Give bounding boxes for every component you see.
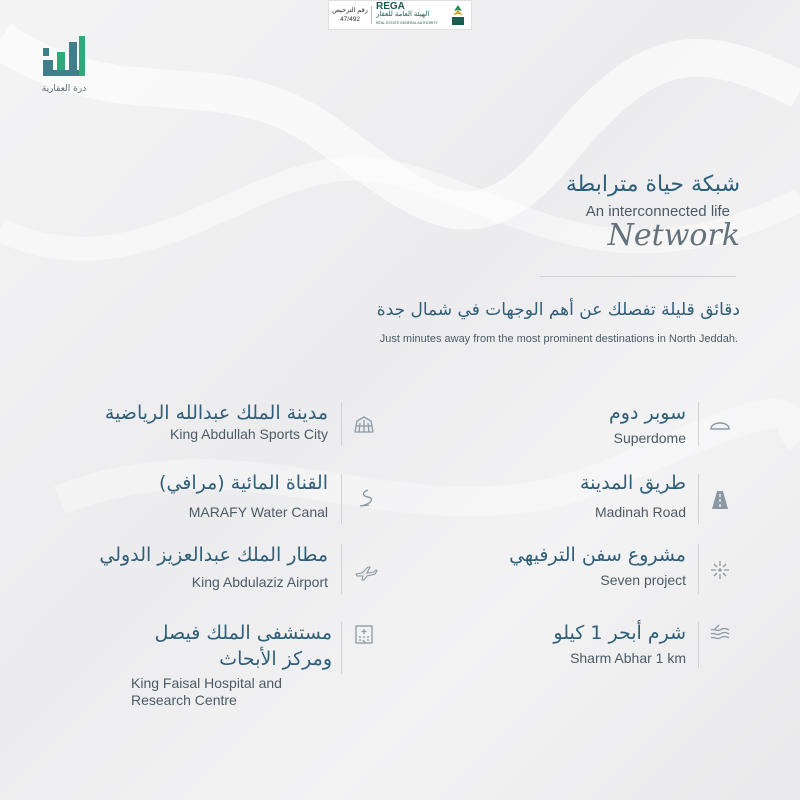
- stadium-icon: [352, 412, 376, 436]
- rega-logo-icon: [449, 3, 467, 27]
- brand-mark-icon: [41, 34, 87, 78]
- divider: [341, 544, 342, 594]
- airplane-icon: [354, 560, 378, 584]
- rega-license: رقم الترخيص 47/492: [329, 6, 372, 24]
- hospital-icon: [352, 622, 376, 646]
- divider: [698, 622, 699, 668]
- destination-king-abdullah-sports-city: مدينة الملك عبدالله الرياضية King Abdullah Sports City: [104, 402, 328, 442]
- destination-sharm-abhar: شرم أبحر 1 كيلو Sharm Abhar 1 km: [553, 622, 686, 666]
- water-canal-icon: [354, 486, 378, 510]
- divider: [341, 402, 342, 446]
- title-arabic: شبكة حياة مترابطة: [565, 172, 740, 197]
- waves-icon: [708, 620, 732, 644]
- destination-marafy-water-canal: القناة المائية (مرافي) MARAFY Water Canal: [159, 472, 328, 520]
- divider: [341, 474, 342, 524]
- fireworks-icon: [708, 558, 732, 582]
- destination-madinah-road: طريق المدينة Madinah Road: [579, 472, 686, 520]
- destination-king-faisal-hospital-en: King Faisal Hospital and Research Centre: [131, 675, 282, 708]
- header-divider: [540, 276, 736, 277]
- divider: [698, 544, 699, 594]
- rega-name: REGA الهيئة العامة للعقار REAL ESTATE GENERAL AUTHORITY: [376, 1, 438, 25]
- dome-icon: [708, 412, 732, 436]
- destination-king-faisal-hospital: مستشفى الملك فيصل ومركز الأبحاث: [154, 622, 332, 670]
- destination-superdome: سوبر دوم Superdome: [609, 402, 686, 446]
- destination-seven-project: مشروع سفن الترفيهي Seven project: [509, 544, 686, 588]
- divider: [341, 622, 342, 674]
- brand-logo: [30, 34, 98, 94]
- brand-name: درة العقارية: [41, 84, 87, 94]
- road-icon: [708, 488, 732, 512]
- divider: [698, 402, 699, 446]
- rega-license-badge: [328, 0, 472, 30]
- title-english: An interconnected life: [585, 203, 730, 220]
- destination-king-abdulaziz-airport: مطار الملك عبدالعزيز الدولي King Abdulaziz Airport: [99, 544, 328, 590]
- subtitle-arabic: دقائق قليلة تفصلك عن أهم الوجهات في شمال جدة: [376, 300, 740, 320]
- title-script: Network: [607, 218, 740, 253]
- subtitle-english: Just minutes away from the most prominent destinations in North Jeddah.: [379, 333, 738, 345]
- divider: [698, 474, 699, 524]
